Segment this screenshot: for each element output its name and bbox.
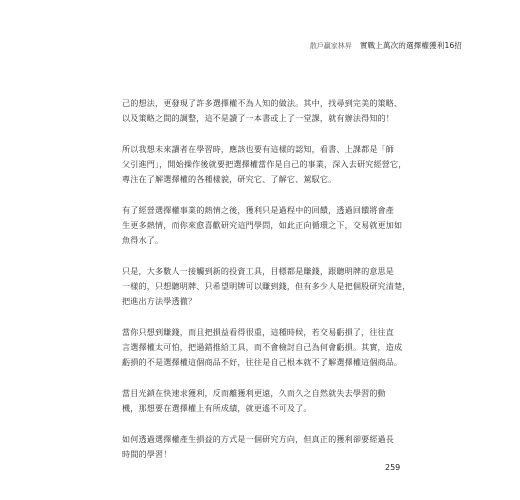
- text-line: 把進出方法學透徹？: [122, 296, 197, 306]
- paragraph-6: [122, 386, 414, 416]
- paragraph-5: [122, 325, 414, 370]
- paragraph-7: [122, 432, 414, 462]
- paragraph-2: [122, 142, 414, 187]
- text-line: 父引進門」，開始操作後就要把選擇權當作是自己的事業，深入去研究經營它，: [122, 159, 407, 169]
- text-line: 時間的學習！: [122, 449, 172, 459]
- text-line: 只是，大多數人一接觸到新的投資工具，目標都是賺錢，跟聽明牌的意思是: [122, 266, 395, 276]
- text-line: 所以我想未來讀者在學習時，應該也要有這樣的認知，看書、上課都是「師: [122, 144, 395, 154]
- text-line: 專注在了解選擇權的各種樣貌，研究它、了解它、駕馭它。: [122, 174, 337, 184]
- text-line: 如何透過選擇權產生損益的方式是一個研究方向，但真正的獲利卻要經過長: [122, 434, 395, 444]
- text-line: 虧損的不是選擇權這個商品不好，往往是自己根本就不了解選擇權這個商品。: [122, 357, 403, 367]
- header-author: 散戶贏家林昇: [309, 42, 352, 50]
- paragraph-1: [122, 96, 414, 126]
- text-line: 一樣的，只想聽明牌、只希望明牌可以賺到錢，但有多少人是把個股研究清楚，: [122, 281, 411, 291]
- running-header: [262, 40, 462, 51]
- page-number: 259: [385, 463, 401, 472]
- paragraph-4: [122, 264, 414, 309]
- text-line: 魚得水了。: [122, 235, 164, 245]
- body-text: [122, 96, 414, 478]
- paragraph-3: [122, 203, 414, 248]
- text-line: 己的想法，更發現了許多選擇權不為人知的做法。其中，找尋到完美的策略、: [122, 98, 403, 108]
- text-line: 當你只想到賺錢，而且把損益看得很重，這種時候，若交易虧損了，往往直: [122, 327, 395, 337]
- text-line: 言選擇權太可怕，把過錯推給工具，而不會檢討自己為何會虧損。其實，造成: [122, 342, 403, 352]
- text-line: 機，那想要在選擇權上有所成績，就更遙不可及了。: [122, 403, 312, 413]
- text-line: 當目光鎖在快速求獲利，反而離獲利更遠，久而久之自然就失去學習的動: [122, 388, 386, 398]
- text-line: 有了經營選擇權事業的熱情之後，獲利只是過程中的回饋，透過回饋將會產: [122, 205, 395, 215]
- header-book-title: 實戰上萬次的選擇權獲利16招: [359, 41, 462, 50]
- text-line: 以及策略之間的調整，這不是讀了一本書或上了一堂課，就有辦法得知的！: [122, 113, 395, 123]
- text-line: 生更多熱情，而你來愈喜歡研究這門學問，如此正向循環之下，交易就更加如: [122, 220, 403, 230]
